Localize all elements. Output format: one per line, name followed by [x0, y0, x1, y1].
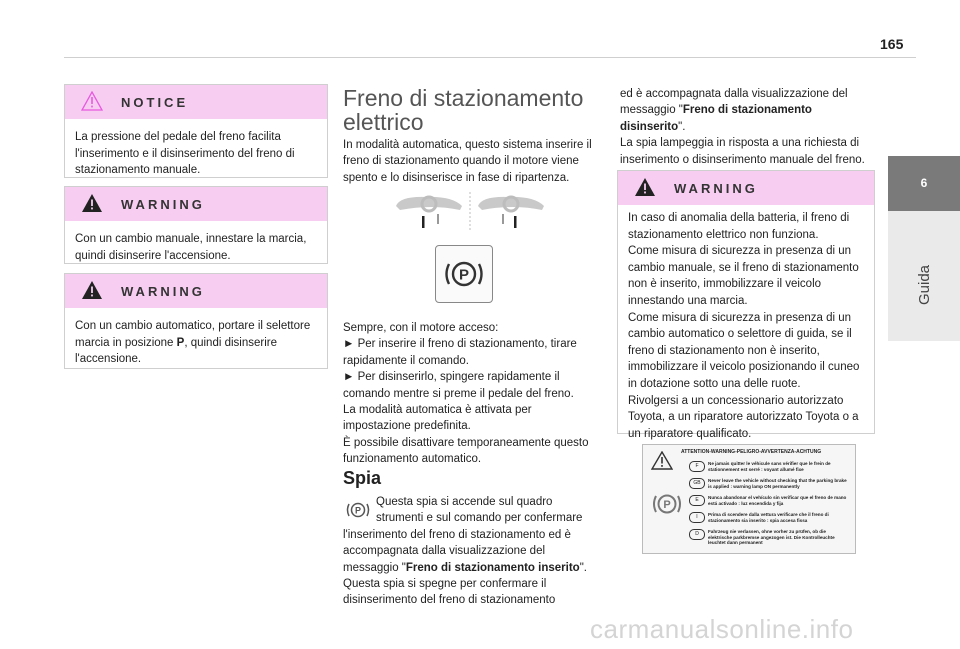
warning-text: In caso di anomalia della batteria, il freno di stazionamento elettrico non funziona. Come misura di sicurezza in presenza di un cambio manuale, se il freno di stazionamento non è inserito, immobilizzare il veicolo innestando una marcia. Come misura di sicurezza in presenza di un cambio automatico o selettore di guida, se il freno di stazionamento non è inserito, immobilizzare il veicolo posizionando il cuneo in dotazione sotto una delle ruote. Rivolgersi a un concessionario autorizzato Toyota, a un riparatore autorizzato Toyota o a un riparatore qualificato.	[628, 212, 860, 440]
parking-brake-icon	[436, 246, 492, 302]
spia-heading: Spia	[343, 468, 382, 488]
label-row	[689, 512, 851, 529]
warning-label-sticker	[642, 444, 856, 554]
warning-title: WARNING	[674, 181, 758, 196]
notice-icon	[81, 91, 103, 111]
label-parking-brake-icon	[649, 489, 685, 519]
notice-text: La pressione del pedale del freno facilita l'inserimento e il disinserimento del freno di stazionamento manuale.	[75, 131, 295, 177]
language-code: I	[689, 512, 705, 523]
page-number: 165	[880, 36, 904, 52]
label-warning-icon	[651, 451, 673, 470]
language-code: F	[689, 461, 705, 472]
label-row	[689, 495, 851, 512]
label-rows	[689, 461, 851, 549]
warning-box-manual	[64, 186, 328, 264]
notice-header	[65, 85, 327, 119]
chapter-label: Guida	[916, 264, 933, 305]
watermark: carmanualsonline.info	[590, 614, 854, 644]
warning-icon	[81, 280, 103, 300]
warning-header	[65, 187, 327, 221]
warning-icon	[634, 177, 656, 197]
label-row-text: Prima di scendere dalla vettura verificare che il freno di stazionamento sia inserito : spia accesa fissa	[708, 512, 829, 523]
svg-text:P: P	[354, 505, 362, 516]
warning-header	[618, 171, 874, 205]
label-row	[689, 461, 851, 478]
label-row-text: Ne jamais quitter le véhicule sans vérifier que le frein de stationnement est serré : voyant allumé fixe	[708, 461, 831, 472]
spia-continued: ed è accompagnata dalla visualizzazione del messaggio "Freno di stazionamento disinserito". La spia lampeggia in risposta a una richiesta di inserimento o disinserimento manuale del freno.	[620, 88, 865, 166]
warning-icon	[81, 193, 103, 213]
section-heading: Freno di stazionamento elettrico	[343, 85, 584, 135]
label-row	[689, 529, 851, 549]
label-row-text: Fahrzeug nie verlassen, ohne vorher zu prüfen, ob die elektrische parkbremse angezogen ist. Die Kontrolleuchte leuchtet dann permanent	[708, 529, 835, 546]
parking-brake-icon-box	[435, 245, 493, 303]
svg-text:P: P	[663, 499, 671, 511]
notice-box	[64, 84, 328, 178]
chapter-tab[interactable]: 6	[888, 156, 960, 211]
svg-text:P: P	[458, 266, 470, 284]
top-divider	[64, 57, 916, 58]
warning-title: WARNING	[121, 284, 205, 299]
notice-title: NOTICE	[121, 95, 189, 110]
warning-box-automatic	[64, 273, 328, 369]
spia-paragraph: Questa spia si accende sul quadro strumenti e sul comando per confermare l'inserimento del freno di stazionamento ed è accompagnata dalla visualizzazione del messaggio "Freno di stazionamento inserito". Questa spia si spegne per confermare il disinserimento del freno di stazionamento	[343, 496, 587, 607]
label-header: ATTENTION-WARNING-PELIGRO-AVVERTENZA-ACHTUNG	[681, 449, 822, 455]
warning-text: Con un cambio manuale, innestare la marcia, quindi disinserire l'accensione.	[75, 233, 307, 262]
warning-text: Con un cambio automatico, portare il selettore marcia in posizione P, quindi disinserire l'accensione.	[75, 320, 311, 366]
warning-title: WARNING	[121, 197, 205, 212]
parking-brake-switch-illustration	[392, 192, 548, 230]
language-code: GB	[689, 478, 705, 489]
label-row	[689, 478, 851, 495]
language-code: D	[689, 529, 705, 540]
label-row-text: Nunca abandonar el vehículo sin verificar que el freno de mano está activado : luz encendida y fija	[708, 495, 847, 506]
chapter-label-tab[interactable]	[888, 211, 960, 341]
label-row-text: Never leave the vehicle without checking that the parking brake is applied : warning lamp ON permanently	[708, 478, 847, 489]
intro-paragraph: In modalità automatica, questo sistema inserire il freno di stazionamento quando il motore viene spento e lo disinserisce in fase di ripartenza.	[343, 139, 592, 184]
language-code: E	[689, 495, 705, 506]
warning-header	[65, 274, 327, 308]
operation-instructions: Sempre, con il motore acceso: ► Per inserire il freno di stazionamento, tirare rapidamente il comando. ► Per disinserirlo, spingere rapidamente il comando mentre si preme il pedale del freno. La modalità automatica è attivata per impostazione predefinita. È possibile disattivare temporaneamente questo funzionamento automatico.	[343, 322, 589, 466]
warning-box-battery	[617, 170, 875, 440]
